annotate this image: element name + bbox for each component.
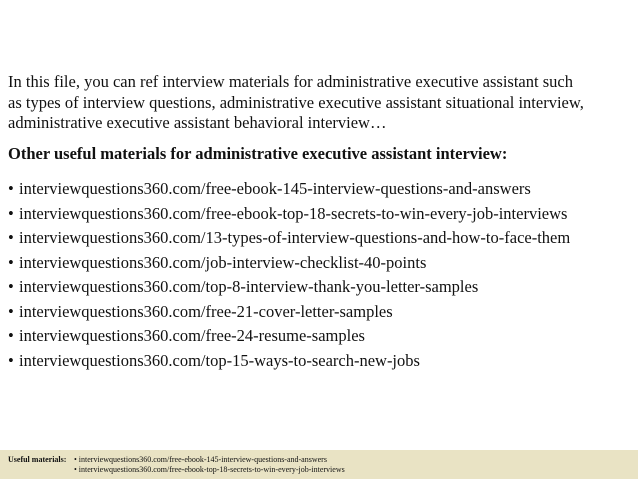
footer-label [8,455,66,465]
materials-link-item[interactable] [8,324,570,349]
materials-link-item[interactable] [8,349,570,374]
materials-link-text[interactable]: interviewquestions360.com/free-ebook-top-18-secrets-to-win-every-job-interviews [19,203,568,223]
footer-link-item[interactable]: • interviewquestions360.com/free-ebook-145-interview-questions-and-answers [74,455,327,464]
materials-link-text[interactable]: interviewquestions360.com/free-ebook-145-interview-questions-and-answers [19,179,531,198]
bullet-icon: • [8,179,14,198]
bullet-icon: • [8,203,14,223]
materials-link-item[interactable] [8,226,570,251]
materials-link-item[interactable] [8,300,570,325]
materials-link-item[interactable] [8,177,570,202]
materials-link-item[interactable] [8,202,570,227]
materials-link-item[interactable] [8,251,570,276]
materials-link-text[interactable]: interviewquestions360.com/top-8-interview-thank-you-letter-samples [19,277,479,296]
materials-link-text[interactable]: interviewquestions360.com/job-interview-checklist-40-points [19,252,427,272]
intro-line: In this file, you can ref interview materials for administrative executive assistant such [8,72,573,91]
materials-link-text[interactable]: interviewquestions360.com/top-15-ways-to-search-new-jobs [19,350,420,370]
materials-link-text[interactable]: interviewquestions360.com/free-21-cover-letter-samples [19,301,393,321]
materials-link-text[interactable]: interviewquestions360.com/free-24-resume-samples [19,326,365,345]
bullet-icon: • [8,301,14,321]
bullet-icon: • [8,350,14,370]
footer-bar [0,450,638,479]
intro-paragraph [8,72,633,134]
materials-link-list [8,177,570,373]
materials-heading: Other useful materials for administrative executive assistant interview: [8,144,508,163]
materials-link-text[interactable]: interviewquestions360.com/13-types-of-interview-questions-and-how-to-face-them [19,228,571,247]
bullet-icon: • [8,326,14,345]
materials-link-item[interactable] [8,275,570,300]
footer-link-item[interactable]: • interviewquestions360.com/free-ebook-top-18-secrets-to-win-every-job-interviews [74,465,345,474]
bullet-icon: • [8,252,14,272]
bullet-icon: • [8,277,14,296]
bullet-icon: • [8,228,14,247]
footer-label-separator: : [63,455,67,464]
footer-link-list [74,455,345,475]
intro-line: as types of interview questions, administrative executive assistant situational interview, [8,92,584,112]
footer-label-text: Useful materials [8,455,64,464]
intro-line: administrative executive assistant behavioral interview… [8,113,387,132]
